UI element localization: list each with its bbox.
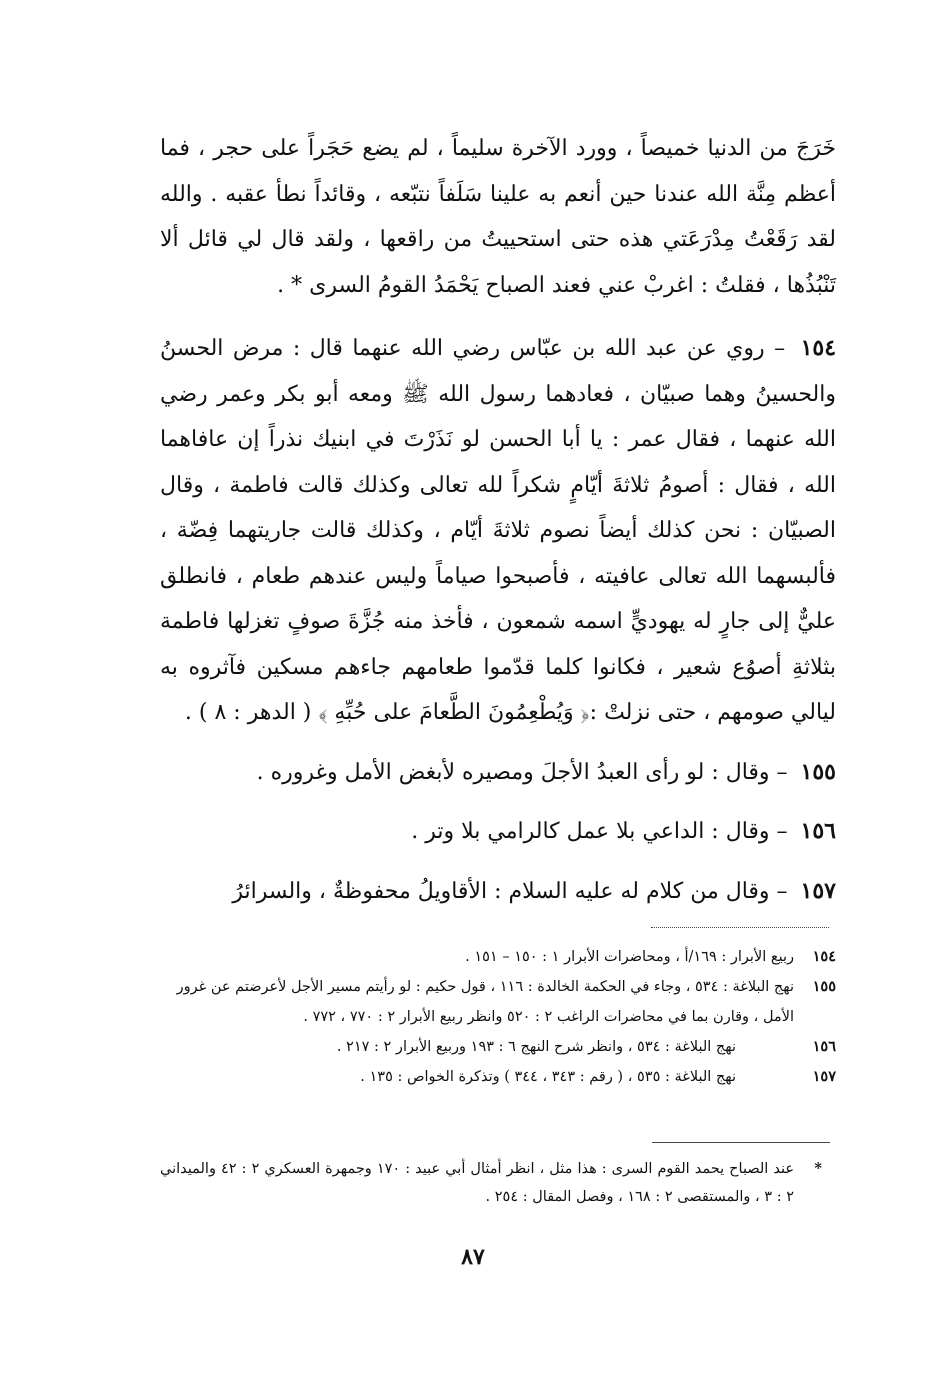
paragraph bbox=[160, 326, 836, 736]
footnote bbox=[160, 1155, 836, 1211]
footnote bbox=[160, 972, 836, 1032]
paragraph bbox=[160, 750, 836, 796]
footnote-text: نهج البلاغة : ٥٣٤ ، وانظر شرح النهج ٦ : ١٩٣ وربيع الأبرار ٢ : ٢١٧ . bbox=[336, 1039, 736, 1055]
paragraph bbox=[160, 126, 836, 308]
paragraph-number: ١٥٤ bbox=[800, 335, 837, 361]
paragraph-text: – وقال : لو رأى العبدُ الأجلَ ومصيره لأبغض الأمل وغروره . bbox=[256, 759, 788, 785]
footnote-number: ١٥٦ bbox=[812, 1038, 836, 1055]
footnote bbox=[160, 942, 836, 972]
footnote-text: ربيع الأبرار : ١٦٩/أ ، ومحاضرات الأبرار ١ : ١٥٠ – ١٥١ . bbox=[465, 949, 794, 965]
footnote-number: ١٥٧ bbox=[812, 1068, 836, 1085]
footnote-divider bbox=[651, 927, 829, 928]
paragraph bbox=[160, 869, 836, 915]
paragraph-text: – وقال من كلام له عليه السلام : الأقاويلُ محفوظةٌ ، والسرائرُ bbox=[232, 878, 788, 904]
page-number: ٨٧ bbox=[461, 1244, 485, 1270]
footnote-text: نهج البلاغة : ٥٣٥ ، ( رقم : ٣٤٣ ، ٣٤٤ ) وتذكرة الخواص : ١٣٥ . bbox=[360, 1069, 736, 1085]
footnote-text: نهج البلاغة : ٥٣٤ ، وجاء في الحكمة الخالدة : ١١٦ ، قول حكيم : لو رأيتم مسير الأجل لأعرضتم عن غرور الأمل ، وقارن بما في محاضرات الراغب ٢ : ٥٢٠ وانظر ربيع الأبرار ٢ : ٧٧٠ ، ٧٧٢ . bbox=[176, 979, 794, 1025]
paragraph bbox=[160, 809, 836, 855]
paragraph-number: ١٥٧ bbox=[800, 877, 836, 904]
paragraph-text: – روي عن عبد الله بن عبّاس رضي الله عنهما قال : مرض الحسنُ والحسينُ وهما صبيّان ، فعادهما رسول الله ﷺ ومعه أبو بكر وعمر رضي الله عنهما ، فقال عمر : يا أبا الحسن لو نَذَرْتَ في ابنيك نذراً إن عافاهما الله ، فقال : أصومُ ثلاثةَ أيّامٍ شكراً لله تعالى وكذلك قالت فاطمة ، وقال الصبيّان : نحن كذلك أيضاً نصوم ثلاثةَ أيّام ، وكذلك قالت جاريتهما فِضّة ، فألبسهما الله تعالى عافيته ، فأصبحوا صياماً وليس عندهم طعام ، فانطلق عليٌّ إلى جارٍ له يهوديٍّ اسمه شمعون ، فأخذ منه جُزَّةَ صوفٍ تغزلها فاطمة بثلاثةِ أصوُع شعير ، فكانوا كلما قدّموا طعامهم جاءهم مسكين فآثروه به ليالي صومهم ، حتى نزلتْ :﴿ وَيُطْعِمُونَ الطَّعامَ على حُبِّهِ ﴾ ( الدهر : ٨ ) . bbox=[160, 336, 836, 725]
footnotes bbox=[160, 942, 836, 1092]
star-footnote bbox=[160, 1155, 836, 1211]
footnote-text: عند الصباح يحمد القوم السرى : هذا مثل ، انظر أمثال أبي عبيد : ١٧٠ وجمهرة العسكري ٢ : ٤٢ والميداني ٢ : ٣ ، والمستقصى ٢ : ١٦٨ ، وفصل المقال : ٢٥٤ . bbox=[160, 1161, 795, 1205]
footnote-number: ١٥٤ bbox=[812, 948, 836, 965]
paragraph-text: خَرَجَ من الدنيا خميصاً ، وورد الآخرة سليماً ، لم يضع حَجَراً على حجر ، فما أعظم مِنَّة الله عندنا حين أنعم به علينا سَلَفاً نتبّعه ، وقائداً نطأ عقبه . والله لقد رَقَعْتُ مِدْرَعَتي هذه حتى استحييتُ من راقعها ، ولقد قال لي قائل ألا تَنْبُذُها ، فقلتُ : اغربْ عني فعند الصباح يَحْمَدُ القومُ السرى * . bbox=[160, 136, 836, 298]
footnote-marker: * bbox=[814, 1160, 822, 1177]
paragraph-number: ١٥٦ bbox=[800, 818, 836, 844]
paragraph-text: – وقال : الداعي بلا عمل كالرامي بلا وتر . bbox=[411, 819, 788, 844]
footnote bbox=[160, 1062, 836, 1092]
main-text bbox=[160, 126, 836, 914]
footnote-number: ١٥٥ bbox=[812, 978, 836, 995]
footnote bbox=[160, 1032, 836, 1062]
paragraph-number: ١٥٥ bbox=[800, 758, 836, 785]
footnote-divider bbox=[652, 1142, 830, 1143]
